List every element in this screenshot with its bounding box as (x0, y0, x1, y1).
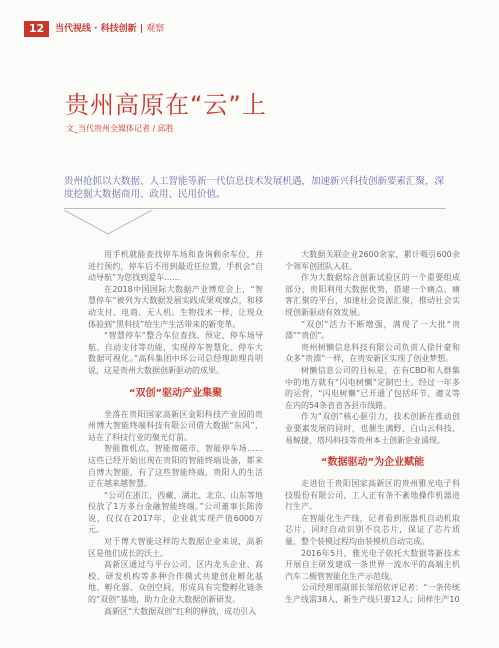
decorative-wedge (64, 210, 154, 238)
section-divider: | (139, 24, 147, 34)
paragraph: 对于博大智能这样的大数据企业来说，高新区是他们成长的沃土。 (88, 537, 263, 558)
paragraph: “双创”活力不断增强，满现了一大批“贵漂”“贵创”。 (285, 319, 460, 341)
section-label (55, 22, 164, 36)
paragraph: 坐落在贵阳国家高新区金阳科技产业园的贵州博大智能终端科技有限公司借大数据“东风”，站在了科技行业的聚光灯前。 (88, 409, 263, 442)
column-right (285, 249, 460, 606)
paragraph: 公司经理部副部长邹绍依评记者：“一条传统生产线需38人，新生产线只要12人；同样生产10 (285, 583, 460, 605)
paragraph: “智慧停车”整合车位查找、预定、停车场导航、自动支付等功能，实现停车智慧化、停车大数据可视化。”高科集团中环公司总经理助理肖明说，这是贵州大数据创新驱动的成果。 (88, 331, 263, 375)
paragraph: “公司在浙江、西藏、湖北、北京、山东等地投放了1万多台金融智能终端。”公司董事长陈涛说，仅仅在2017年，企业就实现产值6000万元。 (88, 490, 263, 535)
section-name: 当代视线 · 科技创新 (55, 24, 137, 34)
column-left (88, 249, 263, 617)
paragraph: 在2018中国国际大数据产业博览会上，“智慧停车”被列为大数据发展实践成果观摩点，和移动支付、电商、无人机、生物技术一样，让现众体验到“黑科技”给生产生活带来的新变革。 (88, 284, 263, 329)
paragraph: 2016年5月，雅光电子依托大数据等新技术开展自主研发建成一条世界一流水平的高端主机汽车二极管智能化生产示范线。 (285, 548, 460, 581)
paragraph: 贵州树懒信息科技有限公司负责人徐什豪和众多“贵漂”一样，在贵安新区实现了创业梦想。 (285, 342, 460, 364)
page-number: 12 (24, 21, 49, 37)
paragraph: 智能微机点、智能微磁市、智能停车场……这些已经开始出现在贵阳的智能终端设备，都来自博大智能，有了这些智能终端，贵阳人的生活正在越来越智慧。 (88, 444, 263, 489)
article-title: 贵州高原在“云”上 (65, 91, 267, 119)
section-heading: “双创”驱动产业集聚 (128, 387, 223, 399)
divider-line (64, 208, 446, 209)
paragraph: 作为“双创”核心驱引力，技术创新在推动创业要素发展的同时，也催生满野、白山云科技、易鲸捷、塔玛科技等贵州本土创新企业涌现。 (285, 412, 460, 445)
paragraph: 用手机就能查找停车场和查询剩余车位，并进行预约，停车后不用到最近任位置，手机会“自动导航”为您找到爱车…… (88, 250, 263, 283)
lede-paragraph: 贵州抢抓以大数据、人工智能等新一代信息技术发展机遇，加速新兴科技创新要素汇聚，深度挖掘大数据商用、政用、民用价值。 (64, 176, 445, 200)
byline: 文_当代贵州全媒体记者 / 邱胜 (66, 124, 174, 133)
section-heading: “数据驱动”为企业赋能 (320, 457, 425, 469)
paragraph: 作为大数据综合创新试验区的一个重要组成部分，贵阳利用大数据优势，搭建一个痛点、痛客汇聚的平台，加速社会资源汇聚，推动社会实现创新驱动有效发展。 (285, 273, 460, 317)
paragraph: 走进位于贵阳国家高新区的贵州雅光电子科技股份有限公司，工人正有条不紊地操作机器进行生产。 (285, 479, 460, 512)
paragraph: 高新区“大数据双创”红利的释放，成功引入 (104, 606, 257, 616)
paragraph: 在智能化生产线，记者看到原器机自动机取芯片，同时自动识别不良芯片，保证了芯片质量，整个装模过程均由装模机自动完成。 (285, 513, 460, 547)
subsection-name: 观察 (146, 24, 165, 34)
paragraph: 树懒信息公司的目标是，在有CBD和人群集中的地方就有“闪电树懒”定制巴士。经过一年多的运营，“闪电树懒”已开通了包括环节、遵义等在内的54条省省各县市线路。 (285, 365, 460, 410)
paragraph: 大数据关联企业2600余家，累计吸引600余个领军创团队入驻。 (285, 250, 460, 271)
paragraph: 高新区通过与平台公司、区内龙头企业、高校、研发机构等多种合作模式共建创业孵化基地、孵化器、众创空间，形成具有完整孵化链条的“双创”基地，助力企业大数据创新研发。 (88, 560, 263, 605)
